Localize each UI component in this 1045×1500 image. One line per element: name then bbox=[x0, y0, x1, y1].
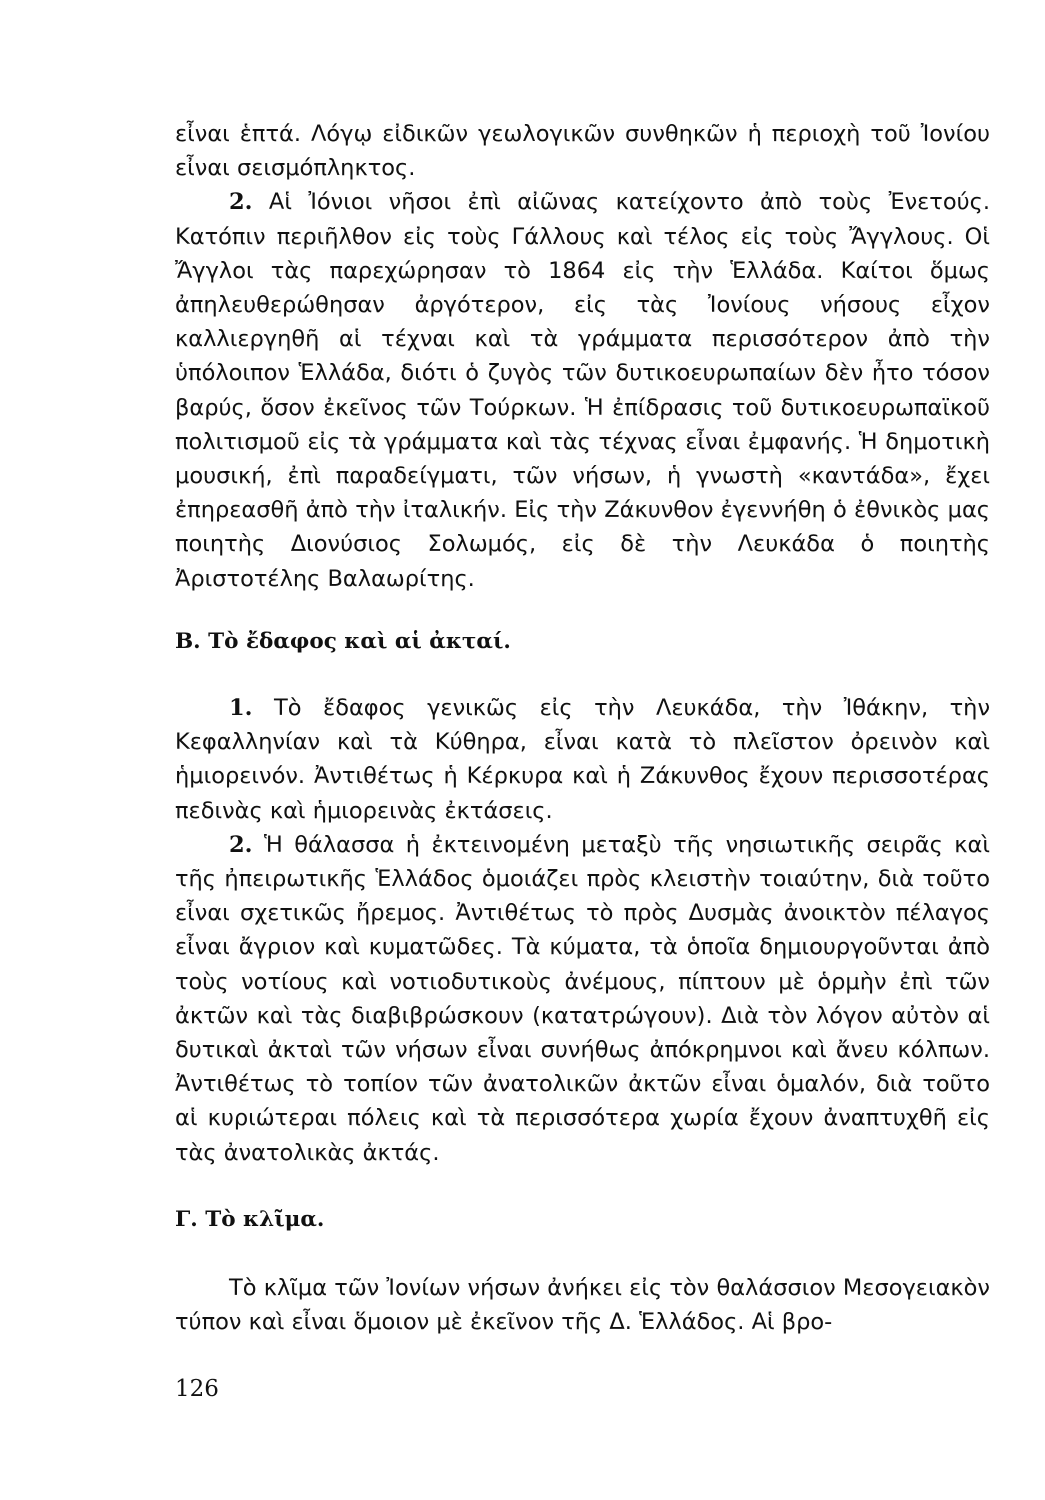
paragraph-text: Ἡ θάλασσα ἡ ἐκτεινομένη μεταξὺ τῆς νησιωτικῆς σειρᾶς καὶ τῆς ἠπειρωτικῆς Ἑλλάδος ὁμοιάζει πρὸς κλειστὴν τοιαύτην, διὰ τοῦτο εἶναι σχετικῶς ἤρεμος. Ἀντιθέτως τὸ πρὸς Δυσμὰς ἀνοικτὸν πέλαγος εἶναι ἄγριον καὶ κυματῶδες. Τὰ κύματα, τὰ ὁποῖα δημιουργοῦνται ἀπὸ τοὺς νοτίους καὶ νοτιοδυτικοὺς ἀνέμους, πίπτουν μὲ ὁρμὴν ἐπὶ τῶν ἀκτῶν καὶ τὰς διαβιβρώσκουν (κατατρώγουν). Διὰ τὸν λόγον αὐτὸν αἱ δυτικαὶ ἀκταὶ τῶν νήσων εἶναι συνήθως ἀπόκρημνοι καὶ ἄνευ κόλπων. Ἀντιθέτως τὸ τοπίον τῶν ἀνατολικῶν ἀκτῶν εἶναι ὁμαλόν, διὰ τοῦτο αἱ κυριώτεραι πόλεις καὶ τὰ περισσότερα χωρία ἔχουν ἀναπτυχθῆ εἰς τὰς ἀνατολικὰς ἀκτάς. bbox=[175, 831, 990, 1166]
paragraph-sea bbox=[175, 828, 990, 1170]
paragraph-number: 2. bbox=[229, 831, 253, 858]
paragraph-continuation bbox=[175, 117, 990, 185]
paragraph-text: Αἱ Ἰόνιοι νῆσοι ἐπὶ αἰῶνας κατείχοντο ἀπὸ τοὺς Ἐνετούς. Κατόπιν περιῆλθον εἰς τοὺς Γάλλους καὶ τέλος εἰς τοὺς Ἄγγλους. Οἱ Ἄγγλοι τὰς παρεχώρησαν τὸ 1864 εἰς τὴν Ἑλλάδα. Καίτοι ὅμως ἀπηλευθερώθησαν ἀργότερον, εἰς τὰς Ἰονίους νήσους εἶχον καλλιεργηθῆ αἱ τέχναι καὶ τὰ γράμματα περισσότερον ἀπὸ τὴν ὑπόλοιπον Ἑλλάδα, διότι ὁ ζυγὸς τῶν δυτικοευρωπαίων δὲν ἦτο τόσον βαρύς, ὅσον ἐκεῖνος τῶν Τούρκων. Ἡ ἐπίδρασις τοῦ δυτικοευρωπαϊκοῦ πολιτισμοῦ εἰς τὰ γράμματα καὶ τὰς τέχνας εἶναι ἐμφανής. Ἡ δημοτικὴ μουσική, ἐπὶ παραδείγματι, τῶν νήσων, ἡ γνωστὴ «καντάδα», ἔχει ἐπηρεασθῆ ἀπὸ τὴν ἰταλικήν. Εἰς τὴν Ζάκυνθον ἐγεννήθη ὁ ἐθνικὸς μας ποιητὴς Διονύσιος Σολωμός, εἰς δὲ τὴν Λευκάδα ὁ ποιητὴς Ἀριστοτέλης Βαλαωρίτης. bbox=[175, 189, 990, 592]
paragraph-climate bbox=[175, 1271, 990, 1339]
paragraph-number: 1. bbox=[229, 695, 253, 722]
page-number: 126 bbox=[175, 1376, 219, 1402]
page-text-block bbox=[175, 117, 990, 1340]
paragraph-text: εἶναι ἑπτά. Λόγῳ εἰδικῶν γεωλογικῶν συνθηκῶν ἡ περιοχὴ τοῦ Ἰονίου εἶναι σεισμόπληκτος. bbox=[175, 121, 990, 182]
paragraph-number: 2. bbox=[229, 189, 253, 216]
section-heading-terrain: Β. Τὸ ἔδαφος καὶ αἱ ἀκταί. bbox=[175, 628, 511, 654]
paragraph-text: Τὸ ἔδαφος γενικῶς εἰς τὴν Λευκάδα, τὴν Ἰθάκην, τὴν Κεφαλληνίαν καὶ τὰ Κύθηρα, εἶναι κατὰ τὸ πλεῖστον ὀρεινὸν καὶ ἡμιορεινόν. Ἀντιθέτως ἡ Κέρκυρα καὶ ἡ Ζάκυνθος ἔχουν περισσοτέρας πεδινὰς καὶ ἡμιορεινὰς ἐκτάσεις. bbox=[175, 695, 991, 824]
paragraph-text: Τὸ κλῖμα τῶν Ἰονίων νήσων ἀνήκει εἰς τὸν θαλάσσιον Μεσογειακὸν τύπον καὶ εἶναι ὅμοιον μὲ ἐκεῖνον τῆς Δ. Ἑλλάδος. Αἱ βρο- bbox=[175, 1275, 990, 1336]
paragraph-ionian-history bbox=[175, 185, 990, 595]
section-heading-climate: Γ. Τὸ κλῖμα. bbox=[175, 1206, 325, 1232]
paragraph-terrain bbox=[175, 691, 990, 828]
